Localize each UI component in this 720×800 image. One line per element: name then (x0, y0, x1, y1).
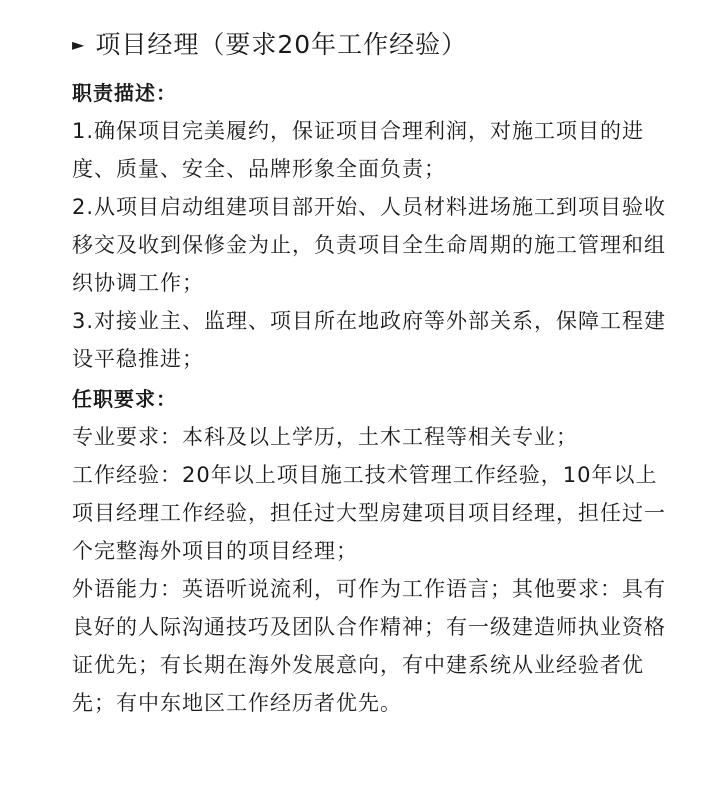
requirement-item: 工作经验：20年以上项目施工技术管理工作经验，10年以上项目经理工作经验，担任过大型房建项目项目经理，担任过一个完整海外项目的项目经理； (72, 463, 666, 563)
requirement-item: 专业要求：本科及以上学历，土木工程等相关专业； (72, 425, 578, 449)
job-title-text: 项目经理（要求20年工作经验） (95, 30, 468, 59)
responsibilities-heading: 职责描述： (72, 81, 177, 105)
requirements-heading: 任职要求： (72, 387, 177, 411)
requirement-item: 外语能力：英语听说流利，可作为工作语言；其他要求：具有良好的人际沟通技巧及团队合作精神；有一级建造师执业资格证优先；有长期在海外发展意向，有中建系统从业经验者优先；有中东地区工作经历者优先。 (72, 577, 666, 715)
responsibility-item: 1.确保项目完美履约，保证项目合理利润，对施工项目的进度、质量、安全、品牌形象全面负责； (72, 119, 645, 181)
job-title (72, 18, 672, 68)
responsibility-item: 3.对接业主、监理、项目所在地政府等外部关系，保障工程建设平稳推进； (72, 309, 667, 371)
job-posting (72, 18, 672, 722)
play-arrow-icon: ► (72, 34, 86, 54)
responsibility-item: 2.从项目启动组建项目部开始、人员材料进场施工到项目验收移交及收到保修金为止，负责项目全生命周期的施工管理和组织协调工作； (72, 195, 667, 295)
